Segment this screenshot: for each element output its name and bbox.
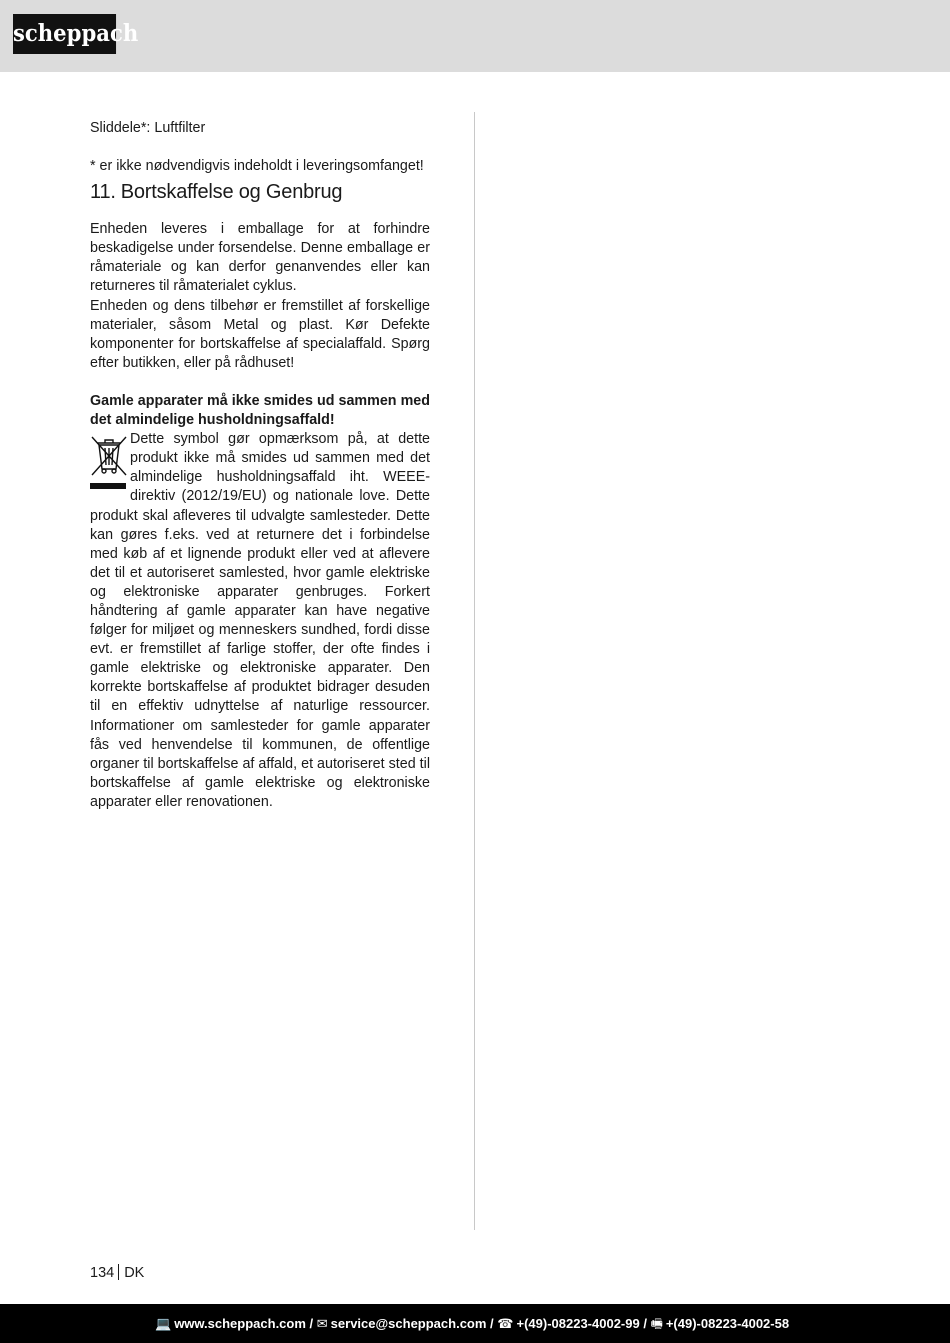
email-link[interactable]: service@scheppach.com — [330, 1316, 487, 1331]
phone-number: +(49)-08223-4002-99 — [516, 1316, 640, 1331]
spacer — [90, 373, 430, 392]
language-code: DK — [124, 1265, 145, 1281]
spare-parts-line: Sliddele*: Luftfilter — [90, 120, 206, 136]
website-link[interactable]: www.scheppach.com — [174, 1316, 306, 1331]
separator: / — [486, 1316, 498, 1331]
weee-paragraph: Dette symbol gør opmærksom på, at dette produkt ikke må smides ud sammen med det almindelige husholdningsaffald iht. WEEE-direktiv (2012/19/EU) og nationale love. Dette produkt skal afleveres til udvalgte samlesteder. Dette kan gøres f.eks. ved at returnere det i forbindelse med køb af et lignende produkt eller ved at aflevere det til et autoriseret samlested, hvor gamle elektriske og elektroniske apparater genbruges. Forkert håndtering af gamle apparater kan have negative følger for miljøet og menneskers sundhed, fordi disse evt. er fremstillet af farlige stoffer, der ofte findes i gamle elektriske og elektroniske apparater. Den korrekte bortskaffelse af produktet bidrager desuden til en effektiv udnyttelse af naturlige ressourcer. Informationer om samlesteder for gamle apparater fås ved henvendelse til kommunen, de offentlige organer til bortskaffelse af affald, et autoriseret sted til bortskaffelse af gamle elektriske og elektroniske apparater eller renovationen. — [90, 431, 430, 810]
paragraph-materials: Enheden og dens tilbehør er fremstillet af forskellige materialer, såsom Metal og plast. Kør Defekte komponenter for bortskaffelse af specialaffald. Spørg efter butikken, eller på rådhuset! — [90, 297, 430, 371]
fax-number: +(49)-08223-4002-58 — [665, 1316, 790, 1331]
crossed-out-bin-icon — [90, 431, 128, 493]
section-title: Bortskaffelse og Genbrug — [120, 181, 343, 204]
page-separator — [118, 1264, 119, 1280]
page-footer-number — [90, 1264, 144, 1281]
mail-icon: ✉ — [316, 1316, 328, 1331]
spacer — [90, 138, 430, 157]
separator: / — [639, 1316, 651, 1331]
left-column — [90, 119, 430, 812]
section-heading — [90, 180, 430, 204]
column-divider — [474, 112, 475, 1230]
section-number: 11. — [90, 181, 116, 204]
scheppach-logo: scheppach — [13, 14, 116, 54]
page-header — [0, 0, 950, 72]
phone-icon: ☎ — [497, 1316, 514, 1331]
paragraph-packaging: Enheden leveres i emballage for at forhindre beskadigelse under forsendelse. Denne emballage er råmateriale og kan derfor genanvendes eller kan returneres til råmaterialet cyklus. — [90, 221, 430, 295]
footnote-line: * er ikke nødvendigvis indeholdt i leveringsomfanget! — [90, 158, 424, 175]
separator: / — [305, 1316, 317, 1331]
contact-bar — [0, 1304, 950, 1343]
fax-icon: 🖷 — [650, 1316, 663, 1331]
page-number: 134 — [90, 1265, 115, 1281]
weee-section — [90, 430, 430, 812]
contact-line — [155, 1304, 789, 1343]
computer-icon: 💻 — [155, 1316, 172, 1331]
warning-text: Gamle apparater må ikke smides ud sammen med det almindelige husholdningsaffald! — [90, 392, 430, 429]
